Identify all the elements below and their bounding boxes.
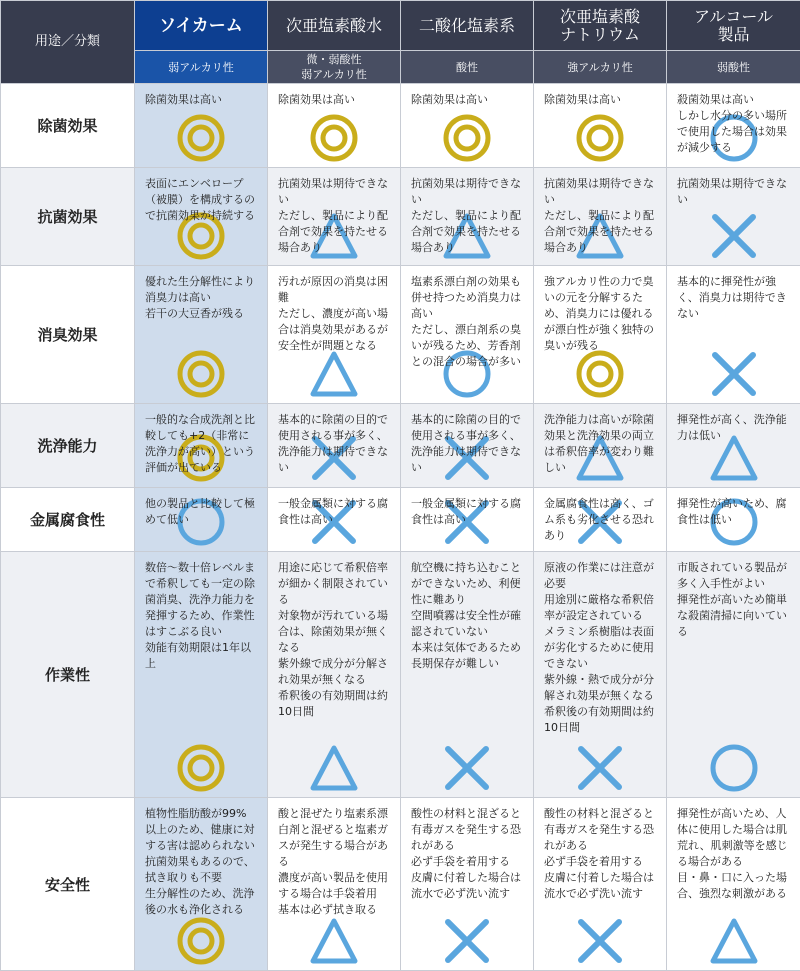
table-row — [1, 266, 800, 404]
table-cell — [135, 404, 268, 488]
column-ph: 強アルカリ性 — [534, 51, 667, 84]
cell-text: 一般金属類に対する腐食性は高い — [268, 488, 400, 528]
table-cell — [268, 552, 401, 798]
table-cell — [534, 488, 667, 552]
table-cell — [135, 798, 268, 971]
cell-text: 一般金属類に対する腐食性は高い — [401, 488, 533, 528]
table-cell — [268, 168, 401, 266]
table-cell — [667, 404, 800, 488]
double-circle-icon — [176, 113, 226, 163]
double-circle-icon — [575, 349, 625, 399]
circle-icon — [709, 743, 759, 793]
table-cell — [667, 84, 800, 168]
cross-icon — [575, 743, 625, 793]
row-label: 作業性 — [1, 552, 135, 798]
column-ph: 微・弱酸性 弱アルカリ性 — [268, 51, 401, 84]
column-ph: 弱酸性 — [667, 51, 800, 84]
cell-text: 抗菌効果は期待できない ただし、製品により配合剤で効果を持たせる場合あり — [401, 168, 533, 256]
cell-text: 除菌効果は高い — [534, 84, 666, 108]
table-cell — [667, 266, 800, 404]
cell-text: 優れた生分解性により消臭力は高い 若干の大豆香が残る — [135, 266, 267, 322]
table-row — [1, 84, 800, 168]
cell-text: 他の製品と比較して極めて低い — [135, 488, 267, 528]
table-cell — [268, 404, 401, 488]
column-ph: 弱アルカリ性 — [135, 51, 268, 84]
table-cell — [667, 798, 800, 971]
table-row — [1, 488, 800, 552]
cell-text: 酸と混ぜたり塩素系漂白剤と混ぜると塩素ガスが発生する場合がある 濃度が高い製品を使用する場合は手袋着用 基本は必ず拭き取る — [268, 798, 400, 918]
table-cell — [135, 266, 268, 404]
row-label: 消臭効果 — [1, 266, 135, 404]
cell-text: 酸性の材料と混ざると有毒ガスを発生する恐れがある 必ず手袋を着用する 皮膚に付着した場合は流水で必ず洗い流す — [534, 798, 666, 902]
column-header: ソイカーム — [135, 1, 268, 51]
cell-text: 基本的に除菌の目的で使用される事が多く、洗浄能力は期待できない — [401, 404, 533, 476]
table-cell — [135, 488, 268, 552]
cell-text: 揮発性が高いため、人体に使用した場合は肌荒れ、肌刺激等を感じる場合がある 目・鼻・口に入った場合、強烈な刺激がある — [667, 798, 800, 902]
cell-text: 原液の作業には注意が必要 用途別に厳格な希釈倍率が設定されている メラミン系樹脂は表面が劣化するために使用できない 紫外線・熱で成分が分解され効果が無くなる 希釈後の有効期間は約10日間 — [534, 552, 666, 736]
row-label: 洗浄能力 — [1, 404, 135, 488]
table-cell — [135, 84, 268, 168]
double-circle-icon — [309, 113, 359, 163]
cell-text: 植物性脂肪酸が99%以上のため、健康に対する害は認められない 抗菌効果もあるので、拭き取りも不要 生分解性のため、洗浄後の水も浄化される — [135, 798, 267, 918]
cell-text: 除菌効果は高い — [401, 84, 533, 108]
row-label: 除菌効果 — [1, 84, 135, 168]
cell-text: 基本的に揮発性が強く、消臭力は期待できない — [667, 266, 800, 322]
cell-text: 用途に応じて希釈倍率が細かく制限されている 対象物が汚れている場合は、除菌効果が無くなる 紫外線で成分が分解され効果が無くなる 希釈後の有効期間は約10日間 — [268, 552, 400, 720]
cell-text: 数倍〜数十倍レベルまで希釈しても一定の除菌消臭、洗浄力能力を発揮するため、作業性はすこぶる良い 効能有効期限は1年以上 — [135, 552, 267, 672]
table-cell — [268, 488, 401, 552]
table-cell — [401, 798, 534, 971]
column-ph: 酸性 — [401, 51, 534, 84]
cell-text: 酸性の材料と混ざると有毒ガスを発生する恐れがある 必ず手袋を着用する 皮膚に付着した場合は流水で必ず洗い流す — [401, 798, 533, 902]
table-cell — [135, 552, 268, 798]
double-circle-icon — [176, 349, 226, 399]
cell-text: 一般的な合成洗剤と比較しても+2（非常に洗浄力が高い）という評価が出ている — [135, 404, 267, 476]
cross-icon — [575, 916, 625, 966]
table-cell — [401, 168, 534, 266]
column-header: アルコール 製品 — [667, 1, 800, 51]
cross-icon — [442, 916, 492, 966]
table-cell — [401, 552, 534, 798]
table-row — [1, 404, 800, 488]
double-circle-icon — [176, 916, 226, 966]
table-cell — [268, 266, 401, 404]
cell-text: 汚れが原因の消臭は困難 ただし、濃度が高い場合は消臭効果があるが安全性が問題となる — [268, 266, 400, 354]
table-cell — [534, 798, 667, 971]
table-cell — [401, 404, 534, 488]
table-cell — [268, 798, 401, 971]
column-header: 次亜塩素酸水 — [268, 1, 401, 51]
row-label: 安全性 — [1, 798, 135, 971]
table-cell — [401, 84, 534, 168]
table-cell — [268, 84, 401, 168]
cell-text: 抗菌効果は期待できない — [667, 168, 800, 208]
cross-icon — [442, 743, 492, 793]
triangle-icon — [709, 916, 759, 966]
cell-text: 金属腐食性は高く、ゴム系も劣化させる恐れあり — [534, 488, 666, 544]
column-header: 次亜塩素酸 ナトリウム — [534, 1, 667, 51]
cross-icon — [709, 211, 759, 261]
double-circle-icon — [442, 113, 492, 163]
cell-text: 市販されている製品が多く入手性がよい 揮発性が高いため簡単な殺菌清掃に向いている — [667, 552, 800, 640]
triangle-icon — [309, 916, 359, 966]
cell-text: 抗菌効果は期待できない ただし、製品により配合剤で効果を持たせる場合あり — [268, 168, 400, 256]
cell-text: 揮発性が高いため、腐食性は低い — [667, 488, 800, 528]
table-cell — [534, 266, 667, 404]
row-label: 金属腐食性 — [1, 488, 135, 552]
table-row — [1, 552, 800, 798]
cell-text: 強アルカリ性の力で臭いの元を分解するため、消臭力には優れるが漂白性が強く独特の臭いが残る — [534, 266, 666, 354]
table-row — [1, 798, 800, 971]
table-cell — [667, 168, 800, 266]
table-row — [1, 168, 800, 266]
cell-text: 基本的に除菌の目的で使用される事が多く、洗浄能力は期待できない — [268, 404, 400, 476]
table-cell — [135, 168, 268, 266]
triangle-icon — [309, 349, 359, 399]
table-cell — [667, 552, 800, 798]
table-cell — [401, 488, 534, 552]
row-label: 抗菌効果 — [1, 168, 135, 266]
column-header: 二酸化塩素系 — [401, 1, 534, 51]
cell-text: 洗浄能力は高いが除菌効果と洗浄効果の両立は希釈倍率が変わり難しい — [534, 404, 666, 476]
cell-text: 抗菌効果は期待できない ただし、製品により配合剤で効果を持たせる場合あり — [534, 168, 666, 256]
cell-text: 表面にエンベロープ（被膜）を構成するので抗菌効果が持続する — [135, 168, 267, 224]
table-cell — [667, 488, 800, 552]
table-cell — [534, 404, 667, 488]
corner-label: 用途／分類 — [1, 1, 135, 84]
cell-text: 塩素系漂白剤の効果も併せ持つため消臭力は高い ただし、漂白剤系の臭いが残るため、芳香剤との混合の場合が多い — [401, 266, 533, 370]
table-cell — [534, 552, 667, 798]
cell-text: 航空機に持ち込むことができないため、利便性に難あり 空間噴霧は安全性が確認されていない 本来は気体であるため長期保存が難しい — [401, 552, 533, 672]
table-cell — [534, 168, 667, 266]
cell-text: 除菌効果は高い — [268, 84, 400, 108]
cell-text: 殺菌効果は高い しかし水分の多い場所で使用した場合は効果が減少する — [667, 84, 800, 156]
table-cell — [534, 84, 667, 168]
double-circle-icon — [176, 743, 226, 793]
double-circle-icon — [575, 113, 625, 163]
table-cell — [401, 266, 534, 404]
cell-text: 除菌効果は高い — [135, 84, 267, 108]
cross-icon — [709, 349, 759, 399]
cell-text: 揮発性が高く、洗浄能力は低い — [667, 404, 800, 444]
triangle-icon — [309, 743, 359, 793]
